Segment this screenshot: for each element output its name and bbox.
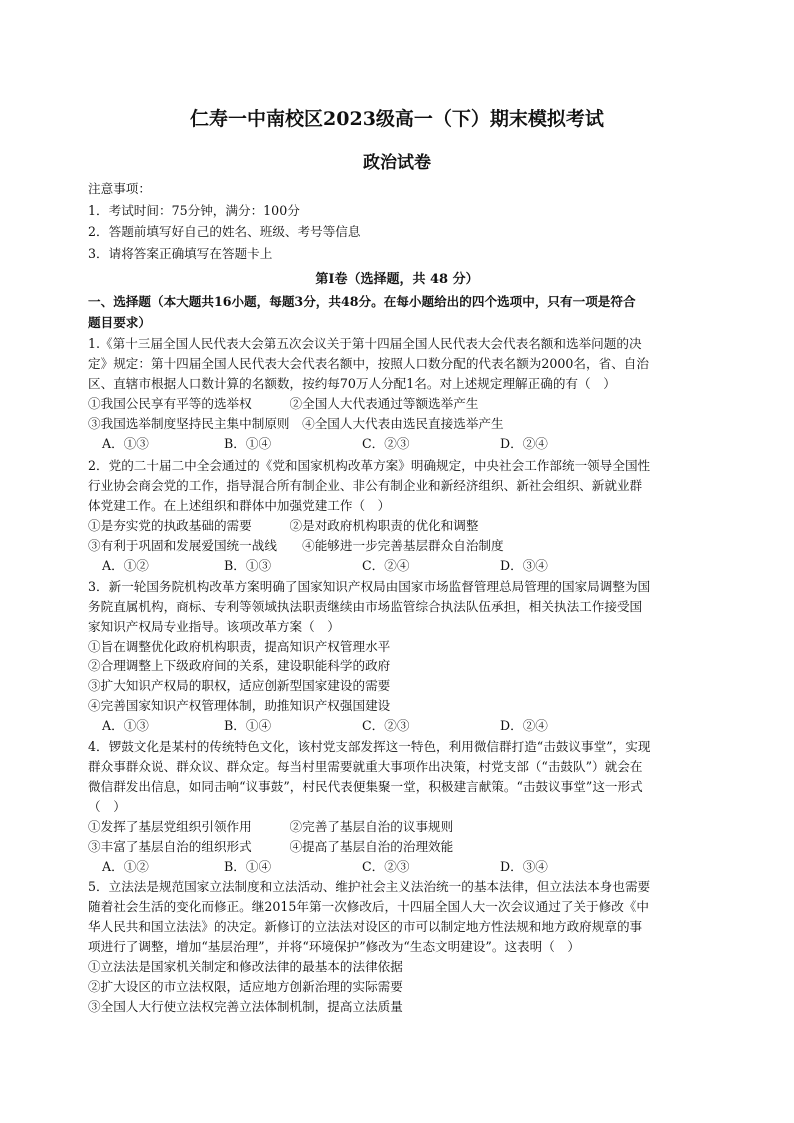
question-stem: 微信群发出信息，如同击响“议事鼓”，村民代表便集聚一堂，积极建言献策。“击鼓议事堂”这一形式 [88, 779, 643, 794]
question-stem: 3．新一轮国务院机构改革方案明确了国家知识产权局由国家市场监督管理总局管理的国家局调整为国 [88, 579, 651, 594]
choice-c: C．②③ [362, 718, 410, 733]
question-stem: 区、直辖市根据人口数计算的名额数，按约每70万人分配1名。对上述规定理解正确的有（ ） [88, 376, 616, 391]
choice-a: A．①③ [102, 436, 149, 451]
choice-d: D．③④ [500, 859, 548, 874]
question-stem: 群众事群众说、群众议、群众定。每当村里需要就重大事项作出决策，村党支部（“击鼓队”）就会在 [88, 759, 643, 774]
question-statement: ①我国公民享有平等的选举权 ②全国人大代表通过等额选举产生 [88, 396, 479, 411]
choice-c: C．②④ [362, 558, 410, 573]
notes-heading: 注意事项： [88, 181, 151, 196]
note-item: 3．请将答案正确填写在答题卡上 [88, 246, 273, 261]
note-item: 1．考试时间：75分钟，满分：100分 [88, 203, 300, 218]
exam-subtitle: 政治试卷 [363, 153, 431, 173]
question-stem: 家知识产权局专业指导。该项改革方案（ ） [88, 619, 340, 634]
choice-a: A．①② [102, 558, 149, 573]
question-stem: 4．锣鼓文化是某村的传统特色文化，该村党支部发挥这一特色，利用微信群打造“击鼓议事堂”，实现 [88, 739, 651, 754]
question-stem: 项进行了调整，增加“基层治理”，并将“环境保护”修改为“生态文明建设”。这表明（ ） [88, 939, 581, 954]
choice-a: A．①③ [102, 718, 149, 733]
choice-b: B．①④ [224, 718, 272, 733]
question-statement: ②扩大设区的市立法权限，适应地方创新治理的实际需要 [88, 979, 403, 994]
choice-b: B．①③ [224, 558, 272, 573]
question-statement: ③扩大知识产权局的职权，适应创新型国家建设的需要 [88, 678, 391, 693]
question-stem: 2．党的二十届二中全会通过的《党和国家机构改革方案》明确规定，中央社会工作部统一领导全国性 [88, 458, 651, 473]
question-stem: 务院直属机构，商标、专利等领域执法职责继续由市场监管综合执法队伍承担，相关执法工作接受国 [88, 599, 643, 614]
question-statement: ③我国选举制度坚持民主集中制原则 ④全国人大代表由选民直接选举产生 [88, 416, 504, 431]
choice-d: D．③④ [500, 558, 548, 573]
question-stem: 体党建工作。在上述组织和群体中加强党建工作（ ） [88, 498, 391, 513]
section-instructions: 一、选择题（本大题共16小题，每题3分，共48分。在每小题给出的四个选项中，只有一项是符合 [88, 294, 636, 309]
question-stem: 5．立法法是规范国家立法制度和立法活动、维护社会主义法治统一的基本法律，但立法法本身也需要 [88, 879, 651, 894]
question-statement: ①旨在调整优化政府机构职责，提高知识产权管理水平 [88, 639, 391, 654]
question-statement: ①立法法是国家机关制定和修改法律的最基本的法律依据 [88, 959, 403, 974]
choice-d: D．②④ [500, 436, 548, 451]
question-stem: 定》规定：第十四届全国人民代表大会代表名额中，按照人口数分配的代表名额为2000名，省、自治 [88, 356, 649, 371]
note-item: 2．答题前填写好自己的姓名、班级、考号等信息 [88, 224, 361, 239]
question-statement: ①是夯实党的执政基础的需要 ②是对政府机构职责的优化和调整 [88, 518, 479, 533]
question-statement: ③有利于巩固和发展爱国统一战线 ④能够进一步完善基层群众自治制度 [88, 538, 504, 553]
choice-b: B．①④ [224, 436, 272, 451]
question-statement: ③全国人大行使立法权完善立法体制机制，提高立法质量 [88, 999, 403, 1014]
question-statement: ①发挥了基层党组织引领作用 ②完善了基层自治的议事规则 [88, 819, 454, 834]
choice-b: B．①④ [224, 859, 272, 874]
section-instructions: 题目要求） [88, 315, 151, 330]
exam-title: 仁寿一中南校区2023级高一（下）期末模拟考试 [190, 108, 604, 130]
section-title: 第Ⅰ卷（选择题，共 48 分） [315, 272, 479, 287]
question-statement: ②合理调整上下级政府间的关系，建设职能科学的政府 [88, 658, 391, 673]
choice-c: C．②③ [362, 436, 410, 451]
choice-c: C．②③ [362, 859, 410, 874]
question-stem: 随着社会生活的变化而修正。继2015年第一次修改后，十四届全国人大一次会议通过了关于修改《中 [88, 899, 649, 914]
question-stem: （ ） [88, 799, 126, 814]
question-statement: ③丰富了基层自治的组织形式 ④提高了基层自治的治理效能 [88, 839, 454, 854]
question-stem: 行业协会商会党的工作，指导混合所有制企业、非公有制企业和新经济组织、新社会组织、新就业群 [88, 478, 643, 493]
question-stem: 1.《第十三届全国人民代表大会第五次会议关于第十四届全国人民代表大会代表名额和选举问题的决 [88, 336, 642, 351]
choice-d: D．②④ [500, 718, 548, 733]
question-statement: ④完善国家知识产权管理体制，助推知识产权强国建设 [88, 698, 391, 713]
question-stem: 华人民共和国立法法》的决定。新修订的立法法对设区的市可以制定地方性法规和地方政府规章的事 [88, 919, 643, 934]
choice-a: A．①② [102, 859, 149, 874]
